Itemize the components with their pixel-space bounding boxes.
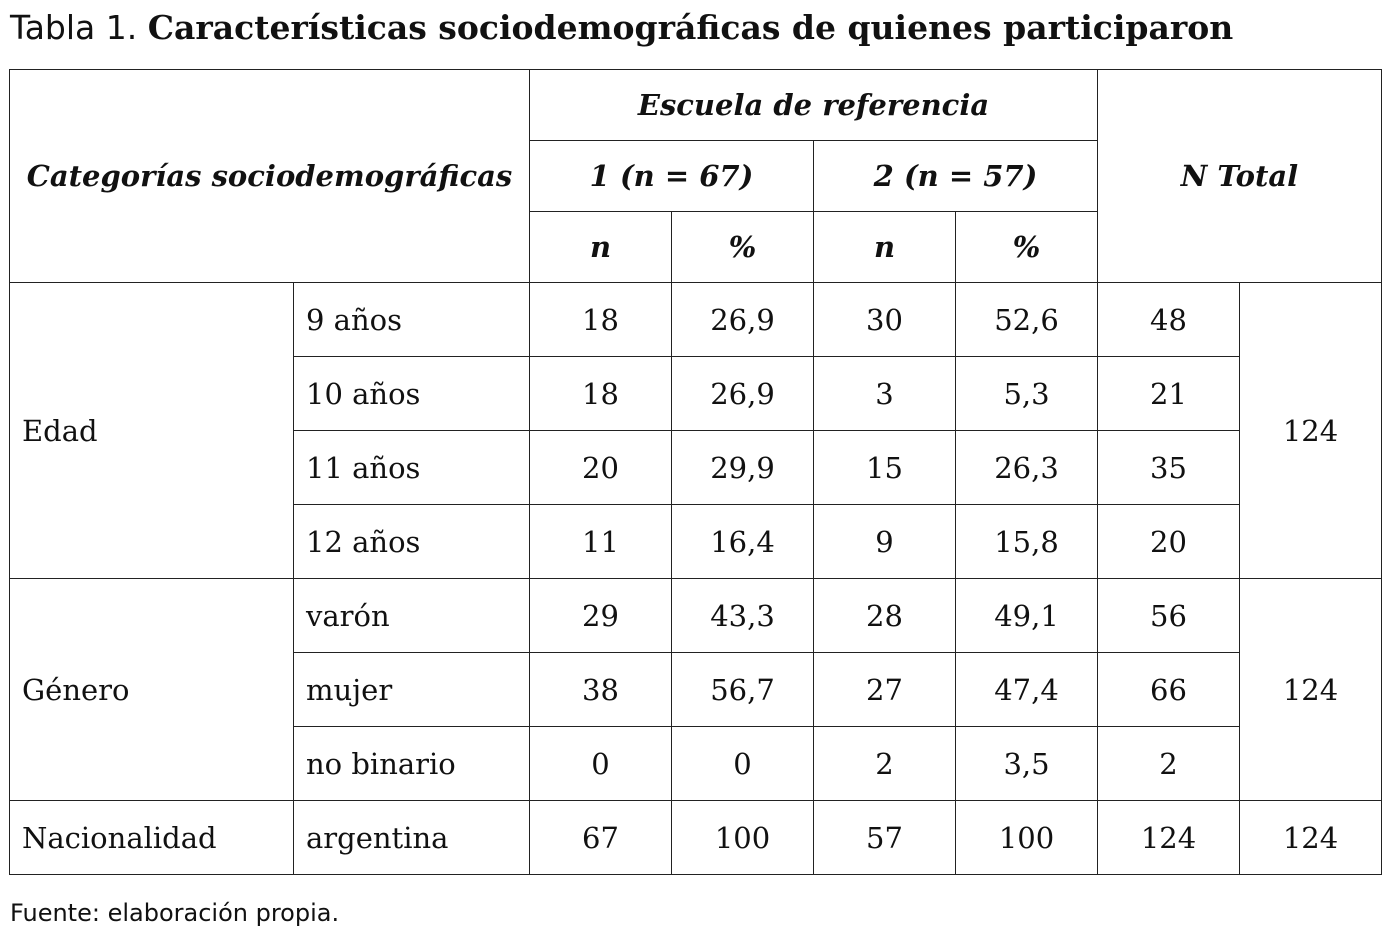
cell-school2-n: 30 <box>814 283 956 357</box>
cell-school2-n: 15 <box>814 431 956 505</box>
group-total: 124 <box>1240 801 1382 875</box>
sociodemographic-table <box>9 69 1382 875</box>
table-row <box>10 801 1382 875</box>
header-sub-n: n <box>814 212 956 283</box>
header-sub-percent: % <box>956 212 1098 283</box>
row-label: argentina <box>294 801 530 875</box>
cell-n: 20 <box>1098 505 1240 579</box>
cell-school1-percent: 26,9 <box>672 357 814 431</box>
cell-school2-n: 3 <box>814 357 956 431</box>
table-caption <box>10 6 1233 50</box>
group-total: 124 <box>1240 579 1382 801</box>
cell-school2-n: 27 <box>814 653 956 727</box>
cell-school2-n: 57 <box>814 801 956 875</box>
cell-n: 56 <box>1098 579 1240 653</box>
cell-school1-percent: 56,7 <box>672 653 814 727</box>
caption-title: Características sociodemográficas de quienes participaron <box>147 8 1234 47</box>
header-school-1: 1 (n = 67) <box>530 141 814 212</box>
row-label: no binario <box>294 727 530 801</box>
cell-school1-n: 18 <box>530 283 672 357</box>
cell-n: 2 <box>1098 727 1240 801</box>
group-label-nacionalidad: Nacionalidad <box>10 801 294 875</box>
cell-school1-n: 11 <box>530 505 672 579</box>
cell-school2-percent: 100 <box>956 801 1098 875</box>
cell-school2-percent: 52,6 <box>956 283 1098 357</box>
source-note: Fuente: elaboración propia. <box>10 899 340 927</box>
cell-school1-n: 29 <box>530 579 672 653</box>
cell-n: 124 <box>1098 801 1240 875</box>
cell-school2-percent: 47,4 <box>956 653 1098 727</box>
cell-n: 66 <box>1098 653 1240 727</box>
row-label: mujer <box>294 653 530 727</box>
cell-school1-percent: 29,9 <box>672 431 814 505</box>
cell-school1-n: 38 <box>530 653 672 727</box>
cell-school1-percent: 100 <box>672 801 814 875</box>
header-school-group: Escuela de referencia <box>530 70 1098 141</box>
cell-school1-percent: 0 <box>672 727 814 801</box>
cell-n: 35 <box>1098 431 1240 505</box>
row-label: varón <box>294 579 530 653</box>
row-label: 10 años <box>294 357 530 431</box>
header-categories: Categorías sociodemográficas <box>10 70 530 283</box>
cell-school1-n: 0 <box>530 727 672 801</box>
cell-school2-percent: 49,1 <box>956 579 1098 653</box>
row-label: 9 años <box>294 283 530 357</box>
table-row <box>10 283 1382 357</box>
group-label-genero: Género <box>10 579 294 801</box>
cell-school2-percent: 15,8 <box>956 505 1098 579</box>
table-row <box>10 579 1382 653</box>
cell-school2-n: 2 <box>814 727 956 801</box>
cell-n: 21 <box>1098 357 1240 431</box>
cell-school2-n: 28 <box>814 579 956 653</box>
cell-school2-percent: 26,3 <box>956 431 1098 505</box>
cell-school1-n: 20 <box>530 431 672 505</box>
group-total: 124 <box>1240 283 1382 579</box>
row-label: 11 años <box>294 431 530 505</box>
caption-prefix: Tabla 1. <box>10 8 138 47</box>
cell-school1-n: 18 <box>530 357 672 431</box>
header-sub-n: n <box>530 212 672 283</box>
cell-school1-percent: 43,3 <box>672 579 814 653</box>
header-school-2: 2 (n = 57) <box>814 141 1098 212</box>
row-label: 12 años <box>294 505 530 579</box>
cell-school2-percent: 3,5 <box>956 727 1098 801</box>
group-label-edad: Edad <box>10 283 294 579</box>
cell-school1-percent: 26,9 <box>672 283 814 357</box>
header-sub-percent: % <box>672 212 814 283</box>
cell-school1-percent: 16,4 <box>672 505 814 579</box>
cell-school2-percent: 5,3 <box>956 357 1098 431</box>
cell-school2-n: 9 <box>814 505 956 579</box>
cell-school1-n: 67 <box>530 801 672 875</box>
header-n-total: N Total <box>1098 70 1382 283</box>
cell-n: 48 <box>1098 283 1240 357</box>
